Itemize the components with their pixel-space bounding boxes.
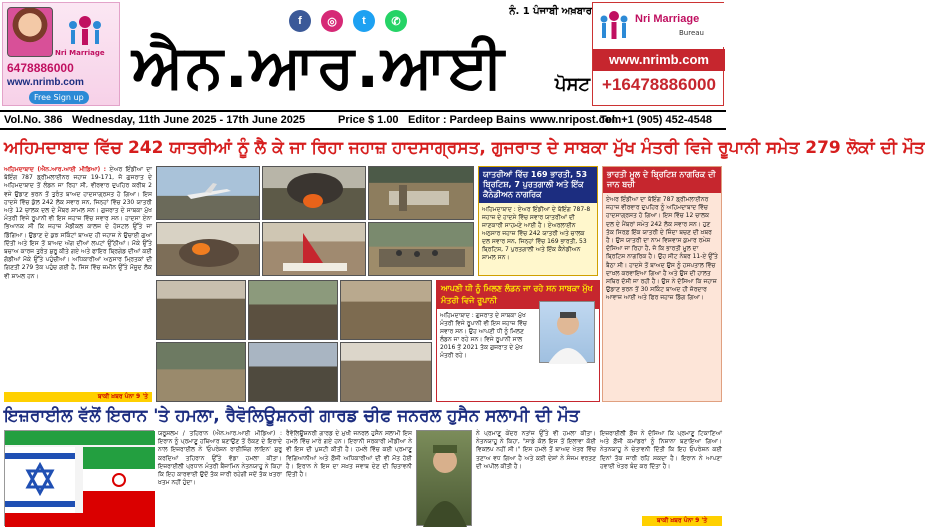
website-link[interactable]: www.nripost.com <box>530 114 622 126</box>
whatsapp-icon[interactable]: ✆ <box>385 10 407 32</box>
wreck-aftermath-photo <box>340 342 432 402</box>
nri-marriage-logo-icon <box>63 11 107 47</box>
fire-icon <box>157 223 261 277</box>
newspaper-title: ਐਨ.ਆਰ.ਆਈ <box>132 32 506 102</box>
right-advertisement[interactable] <box>592 2 724 106</box>
building-damage-photo <box>248 280 338 340</box>
person-icon <box>417 431 473 527</box>
crash-photo-grid <box>156 166 474 276</box>
crash-site-photo <box>156 222 260 276</box>
lead-headline[interactable]: ਅਹਿਮਦਾਬਾਦ ਵਿੱਚ 242 ਯਾਤਰੀਆਂ ਨੂੰ ਲੈ ਕੇ ਜਾ ਰਿਹਾ ਜਹਾਜ਼ ਹਾਦਸਾਗ੍ਰਸਤ, ਗੁਜਰਾਤ ਦੇ ਸਾਬਕਾ ਮੁੱਖ ਮੰਤਰੀ ਵਿਜੇ ਰੂਪਾਨੀ ਸਮੇਤ 279 ਲੋਕਾਂ ਦੀ ਮੌਤ <box>4 138 925 158</box>
lead-story-dateline: ਅਹਿਮਦਾਬਾਦ (ਐਨ.ਆਰ.ਆਈ ਮੀਡਿਆ) : <box>4 166 107 173</box>
passenger-box-heading[interactable]: ਯਾਤਰੀਆਂ ਵਿੱਚ 169 ਭਾਰਤੀ, 53 ਬ੍ਰਿਟਿਸ਼, 7 ਪੁਰਤਗਾਲੀ ਅਤੇ ਇੱਕ ਕੈਨੇਡੀਅਨ ਨਾਗਰਿਕ <box>479 167 597 203</box>
survivor-story-box <box>602 166 722 402</box>
left-advertisement[interactable] <box>2 2 120 106</box>
tail-section-photo <box>262 222 366 276</box>
passenger-nationality-box <box>478 166 598 276</box>
bottom-story-column-2: ਰੈਵੋਲਿਊਸ਼ਨਰੀ ਗਾਰਡ ਦੇ ਮੁਖੀ ਜਨਰਲ ਹੁਸੈਨ ਸਲਾਮੀ ਇਸ ਹਮਲੇ ਵਿੱਚ ਮਾਰੇ ਗਏ ਹਨ। ਇਰਾਨੀ ਸਰਕਾਰੀ ਮੀਡੀਆ ਨੇ ਵੀ ਇਸ ਦੀ ਪੁਸ਼ਟੀ ਕੀਤੀ ਹੈ। ਹਮਲੇ ਵਿੱਚ ਕਈ ਪ੍ਰਮਾਣੂ ਵਿਗਿਆਨੀਆਂ ਅਤੇ ਫ਼ੌਜੀ ਅਧਿਕਾਰੀਆਂ ਦੀ ਵੀ ਮੌਤ ਹੋਈ ਹੈ। ਇਰਾਨ ਨੇ ਇਸ ਦਾ ਸਖ਼ਤ ਜਵਾਬ ਦੇਣ ਦੀ ਚਿਤਾਵਨੀ ਦਿੱਤੀ ਹੈ। <box>286 430 412 479</box>
israel-iran-flags-photo <box>4 430 154 526</box>
rescue-crowd-photo <box>368 222 474 276</box>
passenger-box-body: ਅਹਿਮਦਾਬਾਦ : ਏਅਰ ਇੰਡੀਆ ਦੇ ਬੋਇੰਗ 787-8 ਜਹਾਜ਼ ਦੇ ਹਾਦਸੇ ਵਿੱਚ ਸਵਾਰ ਯਾਤਰੀਆਂ ਦੀ ਜਾਣਕਾਰੀ ਸਾਹਮਣੇ ਆਈ ਹੈ। ਏਅਰਲਾਈਨ ਅਨੁਸਾਰ ਜਹਾਜ਼ ਵਿੱਚ 242 ਯਾਤਰੀ ਅਤੇ ਚਾਲਕ ਦਲ ਸਵਾਰ ਸਨ, ਜਿਨ੍ਹਾਂ ਵਿੱਚ 169 ਭਾਰਤੀ, 53 ਬ੍ਰਿਟਿਸ਼, 7 ਪੁਰਤਗਾਲੀ ਅਤੇ ਇੱਕ ਕੈਨੇਡੀਅਨ ਸ਼ਾਮਲ ਸਨ। <box>482 206 591 261</box>
wreckage-aerial-photo <box>368 166 474 220</box>
left-ad-phone[interactable]: 6478886000 <box>7 61 74 75</box>
instagram-icon[interactable]: ◎ <box>321 10 343 32</box>
social-links <box>289 10 407 32</box>
model-photo <box>7 7 53 57</box>
second-headline[interactable]: ਇਜ਼ਰਾਈਲ ਵੱਲੋਂ ਇਰਾਨ 'ਤੇ ਹਮਲਾ, ਰੈਵੋਲਿਊਸ਼ਨਰੀ ਗਾਰਡ ਚੀਫ ਜਨਰਲ ਹੁਸੈਨ ਸਲਾਮੀ ਦੀ ਮੌਤ <box>4 406 580 426</box>
crowd-icon <box>369 223 475 277</box>
right-ad-brand: Nri Marriage <box>635 13 700 25</box>
debris-photo <box>156 280 246 340</box>
aircraft-takeoff-photo <box>156 166 260 220</box>
bottom-story-column-1: ਯਰੂਸ਼ਲਮ / ਤਹਿਰਾਨ (ਐਨ.ਆਰ.ਆਈ ਮੀਡਿਆ) : ਇਰਾਨ ਨੂੰ ਪ੍ਰਮਾਣੂ ਹਥਿਆਰ ਬਣਾਉਣ ਤੋਂ ਰੋਕਣ ਦੇ ਇਰਾਦੇ ਨਾਲ ਇਜ਼ਰਾਈਲ ਨੇ 'ਓਪਰੇਸ਼ਨ ਰਾਈਜ਼ਿੰਗ ਲਾਇਨ' ਸ਼ੁਰੂ ਕਰਦਿਆਂ ਤਹਿਰਾਨ ਉੱਤੇ ਵੱਡਾ ਹਮਲਾ ਕੀਤਾ। ਇਜ਼ਰਾਈਲੀ ਪ੍ਰਧਾਨ ਮੰਤਰੀ ਬੈਂਜਾਮਿਨ ਨੇਤਨਯਾਹੂ ਨੇ ਕਿਹਾ ਕਿ ਇਹ ਕਾਰਵਾਈ ਉਦੋਂ ਤੱਕ ਜਾਰੀ ਰਹੇਗੀ ਜਦੋਂ ਤੱਕ ਖ਼ਤਰਾ ਖ਼ਤਮ ਨਹੀਂ ਹੁੰਦਾ। <box>158 430 282 487</box>
right-ad-header <box>593 3 725 47</box>
hossein-salami-photo <box>416 430 472 526</box>
crash-photo-grid-lower <box>156 280 600 402</box>
bottom-continued-link[interactable]: ਬਾਕੀ ਖ਼ਬਰ ਪੰਨਾ 9 'ਤੇ <box>642 516 722 526</box>
right-ad-phone[interactable]: +16478886000 <box>602 75 716 94</box>
editor: Editor : Pardeep Bains <box>408 114 526 126</box>
left-ad-url[interactable]: www.nrimb.com <box>7 77 84 88</box>
tagline: ਨੰ. 1 ਪੰਜਾਬੀ ਅਖ਼ਬਾਰ <box>509 6 592 17</box>
rupani-inset-heading[interactable]: ਆਪਣੀ ਧੀ ਨੂੰ ਮਿਲਣ ਲੰਡਨ ਜਾ ਰਹੇ ਸਨ ਸਾਬਕਾ ਮੁੱਖ ਮੰਤਰੀ ਵਿਜੇ ਰੂਪਾਨੀ <box>437 281 599 309</box>
survivor-box-heading[interactable]: ਭਾਰਤੀ ਮੂਲ ਦੇ ਬ੍ਰਿਟਿਸ਼ ਨਾਗਰਿਕ ਦੀ ਜਾਨ ਬਚੀ <box>603 167 721 193</box>
left-ad-brand: Nri Marriage <box>55 49 105 57</box>
bottom-story-column-3: ਨੇ ਪ੍ਰਮਾਣੂ ਕੇਂਦਰ ਨਤਾਂਜ਼ ਉੱਤੇ ਵੀ ਹਮਲਾ ਕੀਤਾ। ਨੇਤਨਯਾਹੂ ਨੇ ਕਿਹਾ, "ਸਾਡੇ ਕੋਲ ਇਸ ਤੋਂ ਇਲਾਵਾ ਕੋਈ ਵਿਕਲਪ ਨਹੀਂ ਸੀ।" ਇਸ ਹਮਲੇ ਤੋਂ ਬਾਅਦ ਖੇਤਰ ਵਿੱਚ ਤਣਾਅ ਵਧ ਗਿਆ ਹੈ ਅਤੇ ਕਈ ਦੇਸ਼ਾਂ ਨੇ ਸੰਜਮ ਵਰਤਣ ਦੀ ਅਪੀਲ ਕੀਤੀ ਹੈ। <box>476 430 596 470</box>
rupani-inset-box <box>436 280 600 402</box>
newspaper-title-block <box>124 0 596 110</box>
right-ad-url[interactable]: www.nrimb.com <box>593 49 725 71</box>
right-ad-bureau: Bureau <box>679 29 704 37</box>
issue-info-bar <box>0 110 726 130</box>
bottom-story-column-4: ਇਜ਼ਰਾਈਲੀ ਫ਼ੌਜ ਨੇ ਦੱਸਿਆ ਕਿ ਪ੍ਰਮਾਣੂ ਟਿਕਾਣਿਆਂ ਅਤੇ ਫ਼ੌਜੀ ਕਮਾਂਡਰਾਂ ਨੂੰ ਨਿਸ਼ਾਨਾ ਬਣਾਇਆ ਗਿਆ। ਨੇਤਨਯਾਹੂ ਨੇ ਚੇਤਾਵਨੀ ਦਿੱਤੀ ਕਿ ਇਹ ਓਪਰੇਸ਼ਨ ਕਈ ਦਿਨਾਂ ਤੱਕ ਜਾਰੀ ਰਹਿ ਸਕਦਾ ਹੈ। ਇਰਾਨ ਨੇ ਆਪਣਾ ਹਵਾਈ ਖੇਤਰ ਬੰਦ ਕਰ ਦਿੱਤਾ ਹੈ। <box>600 430 722 470</box>
lead-story-column <box>4 166 152 402</box>
price: Price $ 1.00 <box>338 114 399 126</box>
newspaper-subtitle: ਪੋਸਟ <box>554 74 590 95</box>
smoke-icon <box>263 167 367 221</box>
volume-number: Vol.No. 386 <box>4 114 63 126</box>
nri-marriage-logo-icon <box>597 7 631 41</box>
continued-link[interactable]: ਬਾਕੀ ਖ਼ਬਰ ਪੰਨਾ 9 'ਤੇ <box>4 392 152 402</box>
person-icon <box>540 302 596 364</box>
burnt-hostel-photo <box>340 280 432 340</box>
free-signup-button[interactable]: Free Sign up <box>29 91 89 104</box>
aircraft-icon <box>157 167 261 221</box>
rescue-team-photo <box>156 342 246 402</box>
issue-date: Wednesday, 11th June 2025 - 17th June 2025 <box>72 114 306 126</box>
flags-icon <box>5 431 155 527</box>
lead-story-body: ਏਅਰ ਇੰਡੀਆ ਦਾ ਬੋਇੰਗ 787 ਡ੍ਰੀਮਲਾਈਨਰ ਜਹਾਜ਼ 19-171, ਜੋ ਗੁਜਰਾਤ ਦੇ ਅਹਿਮਦਾਬਾਦ ਤੋਂ ਲੰਡਨ ਜਾ ਰਿਹਾ ਸੀ, ਵੀਰਵਾਰ ਦੁਪਹਿਰ ਕਰੀਬ 2 ਵਜੇ ਉਡਾਣ ਭਰਨ ਤੋਂ ਤੁਰੰਤ ਬਾਅਦ ਹਾਦਸਾਗ੍ਰਸਤ ਹੋ ਗਿਆ। ਇਸ ਹਾਦਸੇ ਵਿੱਚ ਕੁੱਲ 242 ਲੋਕ ਸਵਾਰ ਸਨ, ਜਿਨ੍ਹਾਂ ਵਿੱਚ 230 ਯਾਤਰੀ ਅਤੇ 12 ਚਾਲਕ ਦਲ ਦੇ ਮੈਂਬਰ ਸ਼ਾਮਲ ਸਨ। ਗੁਜਰਾਤ ਦੇ ਸਾਬਕਾ ਮੁੱਖ ਮੰਤਰੀ ਵਿਜੇ ਰੂਪਾਨੀ ਵੀ ਇਸ ਜਹਾਜ਼ ਵਿੱਚ ਸਵਾਰ ਸਨ। ਹਾਦਸਾ ਏਨਾ ਭਿਆਨਕ ਸੀ ਕਿ ਜਹਾਜ਼ ਮੈਡੀਕਲ ਕਾਲਜ ਦੇ ਹੋਸਟਲ ਉੱਤੇ ਜਾ ਡਿੱਗਿਆ। ਉਡਾਣ ਦੇ ਕੁਝ ਸਕਿੰਟਾਂ ਬਾਅਦ ਹੀ ਜਹਾਜ਼ ਨੇ ਉਚਾਈ ਗੁਆ ਦਿੱਤੀ ਅਤੇ ਇਸ ਤੋਂ ਬਾਅਦ ਅੱਗ ਦੀਆਂ ਲਪਟਾਂ ਉੱਠੀਆਂ। ਮੌਕੇ ਉੱਤੇ ਬਚਾਅ ਕਾਰਜ ਤੁਰੰਤ ਸ਼ੁਰੂ ਕੀਤੇ ਗਏ ਅਤੇ ਫਾਇਰ ਬ੍ਰਿਗੇਡ ਦੀਆਂ ਕਈ ਗੱਡੀਆਂ ਮੌਕੇ ਉੱਤੇ ਪਹੁੰਚੀਆਂ। ਅਧਿਕਾਰੀਆਂ ਅਨੁਸਾਰ ਮ੍ਰਿਤਕਾਂ ਦੀ ਗਿਣਤੀ 279 ਤੱਕ ਪਹੁੰਚ ਗਈ ਹੈ, ਜਿਸ ਵਿੱਚ ਜ਼ਮੀਨ ਉੱਤੇ ਮੌਜੂਦ ਲੋਕ ਵੀ ਸ਼ਾਮਲ ਹਨ। <box>4 166 152 280</box>
telephone: Tel. +1 (905) 452-4548 <box>600 114 713 126</box>
rupani-portrait <box>539 301 595 363</box>
masthead <box>0 0 726 110</box>
wreckage-icon <box>369 167 475 221</box>
twitter-icon[interactable]: t <box>353 10 375 32</box>
rupani-inset-body: ਅਹਿਮਦਾਬਾਦ : ਗੁਜਰਾਤ ਦੇ ਸਾਬਕਾ ਮੁੱਖ ਮੰਤਰੀ ਵਿਜੇ ਰੂਪਾਨੀ ਵੀ ਇਸ ਜਹਾਜ਼ ਵਿੱਚ ਸਵਾਰ ਸਨ। ਉਹ ਆਪਣੀ ਧੀ ਨੂੰ ਮਿਲਣ ਲੰਡਨ ਜਾ ਰਹੇ ਸਨ। ਵਿਜੇ ਰੂਪਾਨੀ ਸਾਲ 2016 ਤੋਂ 2021 ਤੱਕ ਗੁਜਰਾਤ ਦੇ ਮੁੱਖ ਮੰਤਰੀ ਰਹੇ। <box>440 312 527 359</box>
survivor-box-body: ਏਅਰ ਇੰਡੀਆ ਦਾ ਬੋਇੰਗ 787 ਡ੍ਰੀਮਲਾਈਨਰ ਜਹਾਜ਼ ਵੀਰਵਾਰ ਦੁਪਹਿਰ ਨੂੰ ਅਹਿਮਦਾਬਾਦ ਵਿੱਚ ਹਾਦਸਾਗ੍ਰਸਤ ਹੋ ਗਿਆ। ਇਸ ਵਿੱਚ 12 ਚਾਲਕ ਦਲ ਦੇ ਮੈਂਬਰਾਂ ਸਮੇਤ 242 ਲੋਕ ਸਵਾਰ ਸਨ। ਹੁਣ ਤੱਕ ਸਿਰਫ਼ ਇੱਕ ਯਾਤਰੀ ਦੇ ਜ਼ਿੰਦਾ ਬਚਣ ਦੀ ਖ਼ਬਰ ਹੈ। ਉਸ ਯਾਤਰੀ ਦਾ ਨਾਮ ਵਿਸ਼ਵਾਸ ਕੁਮਾਰ ਰਮੇਸ਼ ਦੱਸਿਆ ਜਾ ਰਿਹਾ ਹੈ, ਜੋ ਕਿ ਭਾਰਤੀ ਮੂਲ ਦਾ ਬ੍ਰਿਟਿਸ਼ ਨਾਗਰਿਕ ਹੈ। ਉਹ ਸੀਟ ਨੰਬਰ 11-ਏ ਉੱਤੇ ਬੈਠਾ ਸੀ। ਹਾਦਸੇ ਤੋਂ ਬਾਅਦ ਉਸ ਨੂੰ ਹਸਪਤਾਲ ਵਿੱਚ ਦਾਖ਼ਲ ਕਰਵਾਇਆ ਗਿਆ ਹੈ ਅਤੇ ਉਸ ਦੀ ਹਾਲਤ ਸਥਿਰ ਦੱਸੀ ਜਾ ਰਹੀ ਹੈ। ਉਸ ਨੇ ਦੱਸਿਆ ਕਿ ਜਹਾਜ਼ ਉਡਾਣ ਭਰਨ ਤੋਂ 30 ਸਕਿੰਟ ਬਾਅਦ ਹੀ ਜ਼ੋਰਦਾਰ ਆਵਾਜ਼ ਆਈ ਅਤੇ ਫਿਰ ਜਹਾਜ਼ ਡਿੱਗ ਗਿਆ। <box>606 196 718 302</box>
fire-brigade-photo <box>248 342 338 402</box>
aircraft-tail-icon <box>263 223 367 277</box>
smoke-cloud-photo <box>262 166 366 220</box>
facebook-icon[interactable]: f <box>289 10 311 32</box>
